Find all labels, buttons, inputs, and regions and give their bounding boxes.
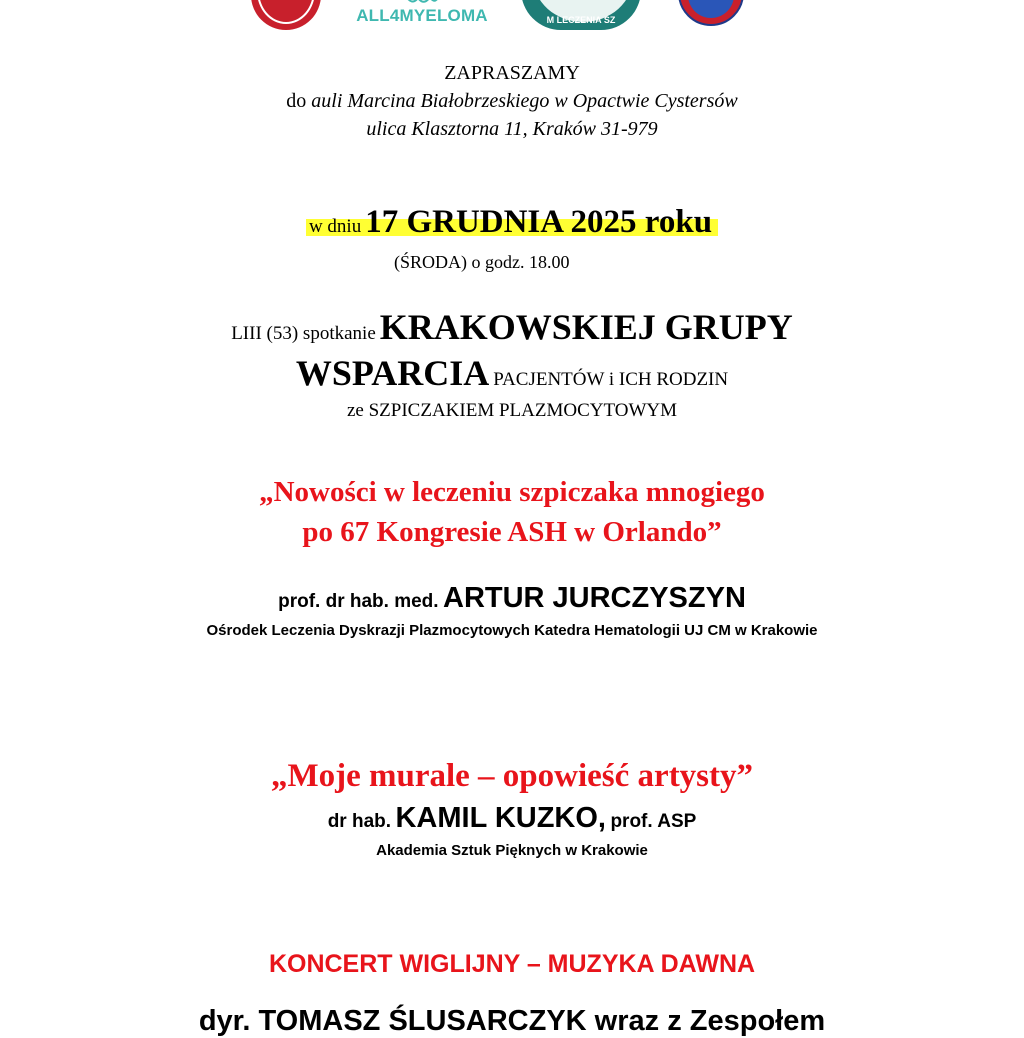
logo-text: ALL4MYELOMA: [356, 6, 488, 25]
medical-caduceus-icon: [251, 0, 321, 30]
date-main: 17 GRUDNIA 2025 roku: [365, 204, 713, 240]
treatment-center-seal: [521, 0, 641, 30]
meeting-line2: [0, 352, 1024, 394]
venue-name: auli Marcina Białobrzeskiego w Opactwie Cystersów: [311, 90, 738, 112]
talk2-affiliation: Akademia Sztuk Pięknych w Krakowie: [376, 842, 648, 859]
talk1-speaker-name: ARTUR JURCZYSZYN: [443, 582, 746, 614]
venue-prefix: do: [286, 90, 307, 112]
meeting-suffix: PACJENTÓW i ICH RODZIN: [493, 369, 729, 390]
event-time: (ŚRODA) o godz. 18.00: [394, 252, 570, 272]
talk1-title-line2: po 67 Kongresie ASH w Orlando”: [302, 516, 722, 548]
meeting-title-1: KRAKOWSKIEJ GRUPY: [379, 307, 793, 347]
meeting-line1: [0, 306, 1024, 348]
meeting-line3: ze SZPICZAKIEM PLAZMOCYTOWYM: [346, 400, 678, 421]
invite-address: ulica Klasztorna 11, Kraków 31-979: [366, 118, 658, 140]
talk2-speaker-name: KAMIL KUZKO,: [395, 802, 606, 834]
talk1-speaker: [0, 582, 1024, 615]
talk2-title: „Moje murale – opowieść artysty”: [270, 758, 754, 794]
date-prefix: w dniu: [308, 216, 362, 237]
all4myeloma-logo: [356, 0, 488, 30]
talk2-speaker: [0, 802, 1024, 835]
invite-heading: ZAPRASZAMY: [444, 62, 580, 84]
talk1-affiliation: Ośrodek Leczenia Dyskrazji Plazmocytowych Katedra Hematologii UJ CM w Krakowie: [206, 622, 818, 639]
event-date: [0, 204, 1024, 241]
talk1-title-line1: „Nowości w leczeniu szpiczaka mnogiego: [259, 476, 765, 508]
talk2-speaker-title: dr hab.: [327, 811, 392, 832]
invite-venue: [0, 90, 1024, 113]
concert-director: dyr. TOMASZ ŚLUSARCZYK wraz z Zespołem: [198, 1005, 826, 1037]
concert-title: KONCERT WIGLIJNY – MUZYKA DAWNA: [268, 950, 756, 978]
seal-text: M LECZENIA SZ: [546, 15, 616, 25]
meeting-title-2: WSPARCIA: [295, 353, 490, 393]
talk2-speaker-suffix: prof. ASP: [610, 811, 697, 832]
shield-emblem-icon: [678, 0, 744, 26]
talk1-speaker-title: prof. dr hab. med.: [278, 591, 439, 612]
meeting-prefix: LIII (53) spotkanie: [231, 323, 376, 344]
